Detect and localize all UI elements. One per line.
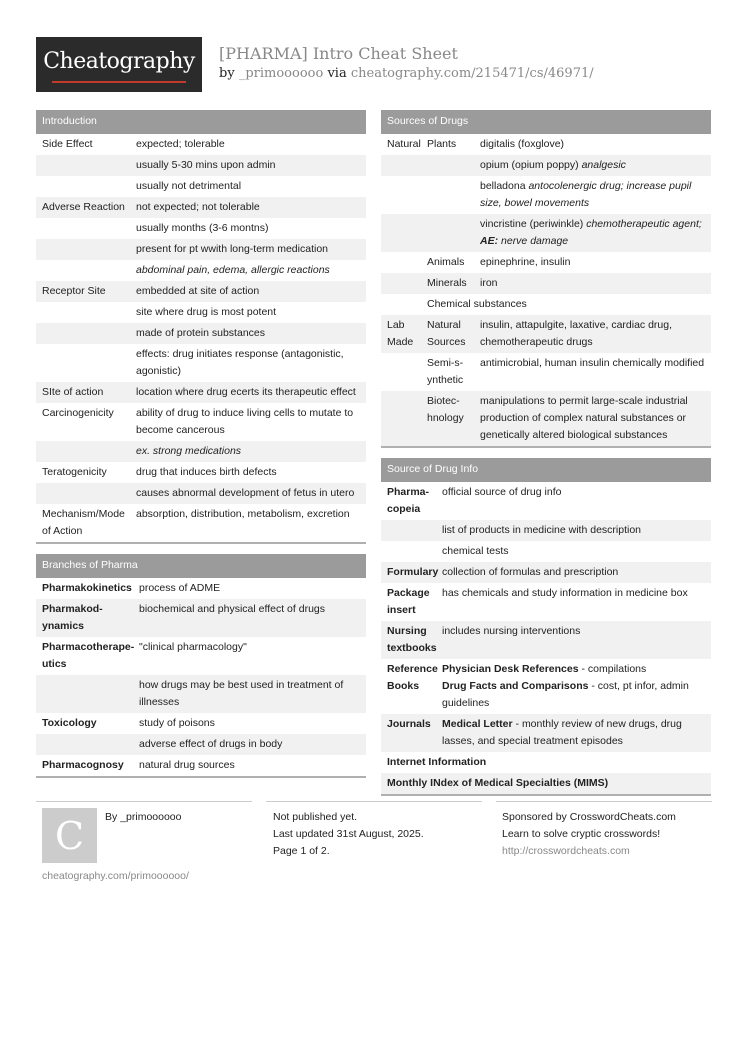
table-row xyxy=(381,294,711,315)
row-category xyxy=(381,157,427,174)
table-row xyxy=(36,281,366,302)
last-updated: Last updated 31st August, 2025. xyxy=(273,828,424,840)
row-term: Journals xyxy=(387,718,431,730)
row-term: Reference Books xyxy=(387,663,438,692)
byline xyxy=(219,66,594,81)
table-row xyxy=(36,504,366,542)
row-subcategory: Chemical substances xyxy=(427,298,527,310)
table-row xyxy=(36,675,366,713)
table-row xyxy=(36,755,366,776)
row-definition xyxy=(480,157,711,174)
row-definition: usually not detrimental xyxy=(136,180,242,192)
row-term xyxy=(36,346,136,380)
row-term xyxy=(36,443,136,460)
row-term xyxy=(36,677,139,711)
table-row xyxy=(381,134,711,155)
table-row xyxy=(381,252,711,273)
row-term: Pharmacognosy xyxy=(42,759,124,771)
table-row xyxy=(381,520,711,541)
definition-note: analgesic xyxy=(581,159,626,171)
row-definition: expected; tolerable xyxy=(136,138,225,150)
definition-text: epinephrine, insulin xyxy=(480,256,571,268)
row-definition: natural drug sources xyxy=(139,759,235,771)
footer-divider xyxy=(36,801,252,802)
introduction-table xyxy=(36,134,366,542)
sponsored-label: Sponsored by xyxy=(502,811,567,823)
definition-bold: Medical Letter xyxy=(442,718,513,730)
row-definition: absorption, distribution, metabolism, excretion xyxy=(136,508,350,520)
table-row xyxy=(36,382,366,403)
row-term: SIte of action xyxy=(42,386,104,398)
table-row xyxy=(36,134,366,155)
section-header: Sources of Drugs xyxy=(381,110,711,134)
row-term xyxy=(36,325,136,342)
row-definition: made of protein substances xyxy=(136,327,265,339)
footer-author-link[interactable]: _primoooooo xyxy=(120,811,182,823)
table-row xyxy=(381,155,711,176)
sponsor-link[interactable]: CrosswordCheats.com xyxy=(569,811,676,823)
definition-rest: - cost, pt infor, admin guidelines xyxy=(442,680,689,709)
footer-by-label: By xyxy=(105,811,118,823)
publish-status: Not published yet. xyxy=(273,811,358,823)
row-category xyxy=(381,393,427,444)
table-row xyxy=(36,637,366,675)
row-subcategory: Semi-s-ynthetic xyxy=(427,357,464,386)
table-row xyxy=(381,752,711,773)
row-definition xyxy=(480,355,711,389)
logo-underline xyxy=(52,81,186,83)
row-term xyxy=(36,736,139,753)
row-definition: list of products in medicine with description xyxy=(442,524,642,536)
definition-text: belladona xyxy=(480,180,526,192)
section-header: Source of Drug Info xyxy=(381,458,711,482)
row-category xyxy=(381,296,427,313)
definition-text: insulin, attapulgite, laxative, cardiac drug, chemotherapeutic drugs xyxy=(480,319,673,348)
row-term xyxy=(381,543,442,560)
row-term: Carcinogenicity xyxy=(42,407,114,419)
row-subcategory xyxy=(427,178,480,212)
row-definition: usually months (3-6 montns) xyxy=(136,222,269,234)
row-term xyxy=(36,157,136,174)
by-label: by xyxy=(219,66,235,81)
row-definition: collection of formulas and prescription xyxy=(442,566,619,578)
definition-text: digitalis (foxglove) xyxy=(480,138,565,150)
definition-text: opium (opium poppy) xyxy=(480,159,579,171)
row-category: Lab Made xyxy=(387,319,414,348)
table-row xyxy=(381,353,711,391)
row-definition xyxy=(480,136,711,153)
row-definition: "clinical pharmacology" xyxy=(139,641,247,653)
row-subcategory: Biotec-hnology xyxy=(427,395,464,424)
row-term: Internet Information xyxy=(387,756,487,768)
sponsor-url-link[interactable]: http://crosswordcheats.com xyxy=(502,845,630,857)
row-definition: abdominal pain, edema, allergic reactions xyxy=(136,264,330,276)
row-term xyxy=(36,220,136,237)
row-term xyxy=(36,485,136,502)
cheatography-logo[interactable] xyxy=(36,37,202,92)
page-title: [PHARMA] Intro Cheat Sheet xyxy=(219,44,458,63)
definition-rest: - compilations xyxy=(578,663,647,675)
footer-divider xyxy=(266,801,482,802)
row-term xyxy=(36,241,136,258)
row-definition: chemical tests xyxy=(442,545,509,557)
table-row xyxy=(381,176,711,214)
row-definition: study of poisons xyxy=(139,717,215,729)
table-row xyxy=(36,441,366,462)
table-row xyxy=(36,155,366,176)
table-row xyxy=(36,176,366,197)
author-link[interactable]: _primoooooo xyxy=(238,66,324,81)
definition-text: manipulations to permit large-scale industrial production of complex natural substances or genetically altered biological substances xyxy=(480,395,688,441)
sources-table xyxy=(381,134,711,446)
table-row xyxy=(381,482,711,520)
row-term xyxy=(381,522,442,539)
table-row xyxy=(381,273,711,294)
row-subcategory: Plants xyxy=(427,138,457,150)
sources-section xyxy=(381,110,711,448)
table-row xyxy=(36,483,366,504)
definition-line xyxy=(442,678,707,712)
row-subcategory: Animals xyxy=(427,256,465,268)
drug-info-table xyxy=(381,482,711,794)
row-term: Pharmakokinetics xyxy=(42,582,132,594)
table-row xyxy=(36,218,366,239)
row-term xyxy=(36,304,136,321)
row-definition xyxy=(442,716,711,750)
table-row xyxy=(381,659,711,714)
row-definition xyxy=(480,216,711,250)
row-definition xyxy=(480,178,711,212)
row-subcategory: Minerals xyxy=(427,277,467,289)
row-definition: embedded at site of action xyxy=(136,285,260,297)
row-definition: effects: drug initiates response (antagonistic, agonistic) xyxy=(136,348,344,377)
table-row xyxy=(36,599,366,637)
row-category xyxy=(381,275,427,292)
page-number: Page 1 of 2. xyxy=(273,845,330,857)
definition-bold: Physician Desk References xyxy=(442,663,579,675)
row-category xyxy=(381,355,427,389)
row-term: Receptor Site xyxy=(42,285,106,297)
branches-table xyxy=(36,578,366,776)
via-label: via xyxy=(327,66,347,81)
definition-line xyxy=(442,661,707,678)
row-definition: includes nursing interventions xyxy=(442,625,581,637)
row-definition: official source of drug info xyxy=(442,486,562,498)
row-definition: adverse effect of drugs in body xyxy=(139,738,283,750)
table-row xyxy=(381,714,711,752)
row-term: Teratogenicity xyxy=(42,466,107,478)
row-term: Toxicology xyxy=(42,717,97,729)
footer-author xyxy=(105,809,181,826)
definition-text: antimicrobial, human insulin chemically modified xyxy=(480,357,705,369)
section-header: Introduction xyxy=(36,110,366,134)
table-row xyxy=(381,583,711,621)
table-row xyxy=(36,323,366,344)
left-column xyxy=(36,110,366,788)
row-category: Natural xyxy=(387,138,421,150)
table-row xyxy=(381,315,711,353)
sponsor-line xyxy=(502,809,676,826)
row-category xyxy=(381,216,427,250)
table-row xyxy=(36,302,366,323)
row-term: Side Effect xyxy=(42,138,93,150)
table-row xyxy=(36,734,366,755)
row-definition xyxy=(480,317,711,351)
introduction-section xyxy=(36,110,366,544)
row-definition: ex. strong medications xyxy=(136,445,242,457)
definition-bold: Drug Facts and Comparisons xyxy=(442,680,589,692)
row-definition: biochemical and physical effect of drugs xyxy=(139,603,325,615)
row-definition: how drugs may be best used in treatment of illnesses xyxy=(139,679,344,708)
row-term: Formulary xyxy=(387,566,439,578)
branches-section xyxy=(36,554,366,778)
row-definition: ability of drug to induce living cells to mutate to become cancerous xyxy=(136,407,354,436)
table-row xyxy=(381,541,711,562)
table-row xyxy=(36,403,366,441)
row-term: Nursing textbooks xyxy=(387,625,437,654)
row-subcategory xyxy=(427,216,480,250)
row-definition xyxy=(480,275,711,292)
profile-url-link[interactable]: cheatography.com/primoooooo/ xyxy=(42,870,189,882)
table-row xyxy=(36,713,366,734)
row-definition: location where drug ecerts its therapeutic effect xyxy=(136,386,356,398)
logo-text: Cheatography xyxy=(43,49,195,74)
row-term: Pharmakod-ynamics xyxy=(42,603,103,632)
definition-text: iron xyxy=(480,277,498,289)
table-row xyxy=(381,562,711,583)
definition-note: antocolenergic drug; increase pupil size, bowel movements xyxy=(480,180,692,209)
row-term: Pharma-copeia xyxy=(387,486,430,515)
table-row xyxy=(36,197,366,218)
row-term xyxy=(36,262,136,279)
author-avatar[interactable] xyxy=(42,808,97,863)
right-column xyxy=(381,110,711,806)
footer-divider xyxy=(496,801,712,802)
table-row xyxy=(381,621,711,659)
row-category xyxy=(381,254,427,271)
table-row xyxy=(36,462,366,483)
drug-info-section xyxy=(381,458,711,796)
table-row xyxy=(36,260,366,281)
definition-rest: - monthly review of new drugs, drug lasses, and special treatment episodes xyxy=(442,718,682,747)
table-row xyxy=(381,773,711,794)
definition-line xyxy=(442,716,707,750)
row-subcategory: Natural Sources xyxy=(427,319,466,348)
row-definition xyxy=(480,393,711,444)
table-row xyxy=(36,239,366,260)
row-term: Mechanism/Mode of Action xyxy=(42,508,125,537)
avatar-letter: C xyxy=(54,814,85,858)
row-category xyxy=(381,178,427,212)
table-row xyxy=(381,391,711,446)
row-definition: drug that induces birth defects xyxy=(136,466,277,478)
row-term: Adverse Reaction xyxy=(42,201,125,213)
row-definition: site where drug is most potent xyxy=(136,306,277,318)
row-definition: has chemicals and study information in medicine box xyxy=(442,587,688,599)
row-term: Package insert xyxy=(387,587,430,616)
table-row xyxy=(36,344,366,382)
row-definition xyxy=(442,661,711,712)
row-definition: process of ADME xyxy=(139,582,221,594)
row-definition: present for pt wwith long-term medication xyxy=(136,243,328,255)
section-header: Branches of Pharma xyxy=(36,554,366,578)
table-row xyxy=(36,578,366,599)
row-term xyxy=(36,178,136,195)
definition-note: chemotherapeutic agent; AE: nerve damage xyxy=(480,218,702,247)
definition-text: vincristine (periwinkle) xyxy=(480,218,584,230)
row-subcategory xyxy=(427,157,480,174)
row-term: Monthly INdex of Medical Specialties (MIMS) xyxy=(387,777,609,789)
row-definition xyxy=(480,254,711,271)
row-definition: causes abnormal development of fetus in utero xyxy=(136,487,355,499)
table-row xyxy=(381,214,711,252)
sponsor-tagline: Learn to solve cryptic crosswords! xyxy=(502,828,661,840)
row-definition: not expected; not tolerable xyxy=(136,201,260,213)
sheet-url-link[interactable]: cheatography.com/215471/cs/46971/ xyxy=(350,66,594,81)
row-term: Pharmacotherape-utics xyxy=(42,641,135,670)
row-definition: usually 5-30 mins upon admin xyxy=(136,159,276,171)
